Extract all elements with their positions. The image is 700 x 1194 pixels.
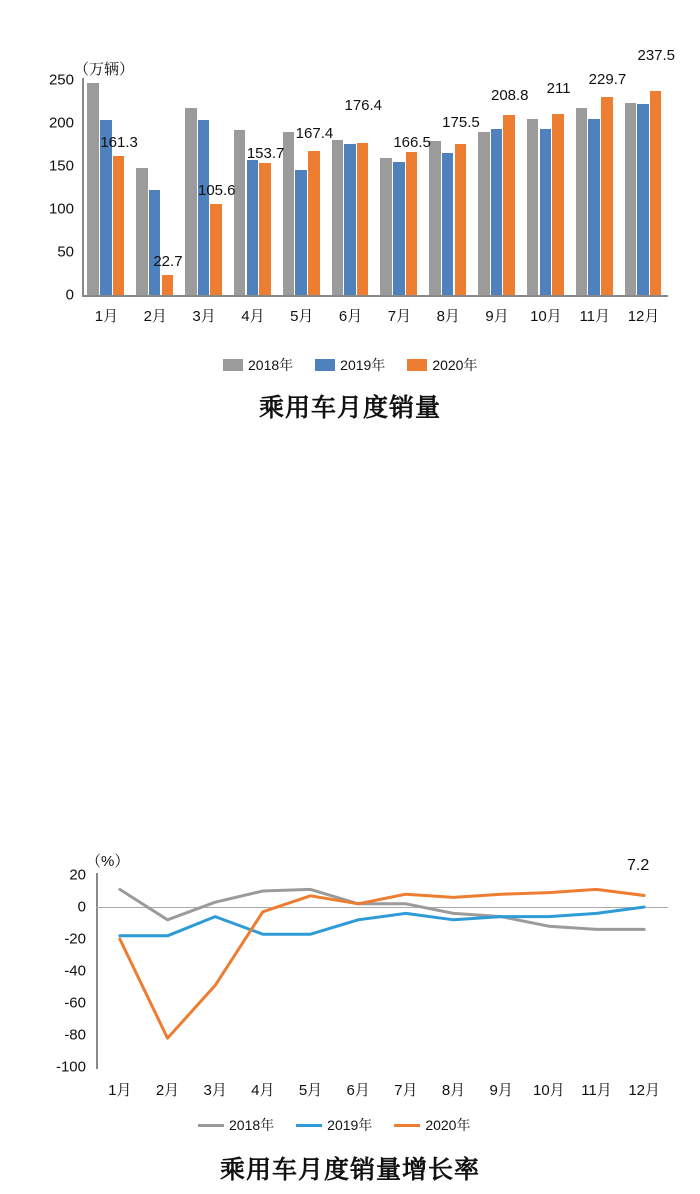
line-chart-legend <box>198 1115 486 1135</box>
bar-2019年-5月 <box>295 170 306 295</box>
legend-swatch-2020 <box>407 359 427 371</box>
line-x-tick: 7月 <box>394 1082 418 1099</box>
bar-y-axis <box>82 78 84 297</box>
bar-data-label: 161.3 <box>100 134 138 152</box>
bar-data-label: 208.8 <box>490 87 529 105</box>
legend-swatch-line-2019 <box>296 1124 322 1127</box>
bar-2019年-4月 <box>247 160 258 295</box>
legend-item-2018 <box>223 355 293 375</box>
bar-2019年-8月 <box>442 153 453 295</box>
bar-x-tick: 6月 <box>338 308 363 325</box>
line-series-2019年 <box>120 907 644 936</box>
line-series-svg <box>96 875 668 1067</box>
legend-item-2020 <box>407 355 477 375</box>
bar-2020年-12月 <box>650 91 661 295</box>
bar-2019年-7月 <box>393 162 404 295</box>
legend-label-line-2018: 2018年 <box>229 1117 275 1133</box>
bar-2018年-12月 <box>625 103 636 295</box>
bar-2019年-3月 <box>198 120 209 295</box>
line-x-tick: 1月 <box>108 1082 132 1099</box>
bar-2020年-7月 <box>406 152 417 295</box>
bar-2018年-4月 <box>234 130 245 295</box>
bar-2018年-8月 <box>429 141 440 295</box>
bar-2020年-6月 <box>357 143 368 295</box>
bar-y-tick: 100 <box>48 200 74 218</box>
line-y-tick: -20 <box>64 930 86 948</box>
bar-2018年-6月 <box>332 140 343 295</box>
legend-swatch-2018 <box>223 359 243 371</box>
bar-data-label: 22.7 <box>153 253 183 271</box>
line-plot-area <box>55 857 668 1099</box>
legend-label-line-2019: 2019年 <box>327 1117 373 1133</box>
bar-2020年-10月 <box>552 114 563 295</box>
line-x-tick: 8月 <box>441 1082 466 1099</box>
line-y-tick: -40 <box>64 962 86 980</box>
line-y-tick: -100 <box>55 1058 86 1076</box>
bar-x-tick: 2月 <box>143 308 167 325</box>
bar-y-tick: 150 <box>48 157 74 175</box>
bar-2020年-3月 <box>210 204 221 295</box>
bar-2018年-1月 <box>87 83 98 295</box>
bar-y-tick: 250 <box>48 71 74 89</box>
bar-x-tick: 12月 <box>627 308 660 325</box>
line-data-label: 7.2 <box>627 857 650 875</box>
line-y-tick: 0 <box>77 898 86 916</box>
passenger-car-monthly-sales-chart <box>0 0 700 420</box>
bar-2019年-6月 <box>344 144 355 295</box>
line-x-tick: 11月 <box>581 1082 612 1099</box>
bar-2020年-2月 <box>162 275 173 295</box>
bar-x-tick: 3月 <box>192 308 216 325</box>
legend-label-2018: 2018年 <box>248 357 294 373</box>
line-x-tick: 12月 <box>628 1082 660 1099</box>
bar-2019年-12月 <box>637 104 648 295</box>
bar-2020年-11月 <box>601 97 612 295</box>
bar-2019年-2月 <box>149 190 160 295</box>
bar-x-tick: 11月 <box>579 308 611 325</box>
bar-y-tick: 50 <box>57 243 74 261</box>
bar-chart-unit-label: （万辆） <box>74 61 135 78</box>
legend-swatch-2019 <box>315 359 335 371</box>
bar-2018年-11月 <box>576 108 587 295</box>
line-x-tick: 2月 <box>155 1082 180 1099</box>
bar-x-axis <box>82 295 668 297</box>
line-x-tick: 9月 <box>489 1082 513 1099</box>
bar-2018年-5月 <box>283 132 294 295</box>
line-x-tick: 10月 <box>532 1082 565 1099</box>
bar-2018年-7月 <box>380 158 391 295</box>
bar-x-tick: 7月 <box>387 308 412 325</box>
bar-x-tick: 5月 <box>290 308 314 325</box>
line-y-tick: -80 <box>64 1026 86 1044</box>
bar-2019年-9月 <box>491 129 502 295</box>
bar-2020年-8月 <box>455 144 466 295</box>
legend-item-line-2019 <box>296 1115 372 1135</box>
bar-chart-legend <box>223 355 493 375</box>
bar-x-tick: 10月 <box>530 308 562 325</box>
bar-data-label: 153.7 <box>246 144 285 162</box>
bar-2018年-10月 <box>527 119 538 295</box>
bar-data-label: 176.4 <box>344 97 383 115</box>
bar-data-label: 167.4 <box>295 125 334 143</box>
bar-x-tick: 4月 <box>241 308 265 325</box>
line-x-tick: 3月 <box>203 1082 227 1099</box>
line-x-tick: 5月 <box>298 1082 323 1099</box>
line-series-2020年 <box>120 889 644 1038</box>
line-chart-unit-label: （%） <box>86 853 130 870</box>
bar-data-label: 237.5 <box>637 46 676 64</box>
legend-label-line-2020: 2020年 <box>425 1117 471 1133</box>
bar-data-label: 166.5 <box>393 133 431 151</box>
line-y-tick: 20 <box>69 866 86 884</box>
line-y-tick: -60 <box>64 994 86 1012</box>
bar-2019年-10月 <box>540 129 551 295</box>
legend-label-2019: 2019年 <box>340 357 386 373</box>
bar-y-tick: 0 <box>65 286 74 304</box>
line-x-tick: 4月 <box>251 1082 275 1099</box>
bar-y-tick: 200 <box>48 114 74 132</box>
bar-2020年-1月 <box>113 156 124 295</box>
bar-data-label: 211 <box>546 79 571 97</box>
bar-x-tick: 8月 <box>436 308 460 325</box>
bar-data-label: 105.6 <box>197 182 236 200</box>
legend-label-2020: 2020年 <box>432 357 478 373</box>
bar-2018年-9月 <box>478 132 489 295</box>
bar-data-label: 175.5 <box>442 114 480 132</box>
legend-swatch-line-2018 <box>198 1124 224 1127</box>
bar-2020年-9月 <box>503 115 514 295</box>
line-chart-caption: 乘用车月度销量增长率 <box>219 1155 480 1184</box>
legend-item-line-2018 <box>198 1115 274 1135</box>
legend-swatch-line-2020 <box>394 1124 420 1127</box>
passenger-car-monthly-growth-chart <box>0 850 700 1194</box>
line-x-tick: 6月 <box>346 1082 370 1099</box>
bar-chart-caption: 乘用车月度销量 <box>258 393 441 422</box>
bar-data-label: 229.7 <box>588 71 627 89</box>
bar-x-tick: 9月 <box>485 308 509 325</box>
bar-2018年-3月 <box>185 108 196 295</box>
bar-x-tick: 1月 <box>94 308 119 325</box>
legend-item-line-2020 <box>394 1115 470 1135</box>
bar-2019年-11月 <box>588 119 599 295</box>
bar-2020年-4月 <box>259 163 270 295</box>
legend-item-2019 <box>315 355 385 375</box>
bar-2020年-5月 <box>308 151 319 295</box>
bar-2018年-2月 <box>136 168 147 295</box>
